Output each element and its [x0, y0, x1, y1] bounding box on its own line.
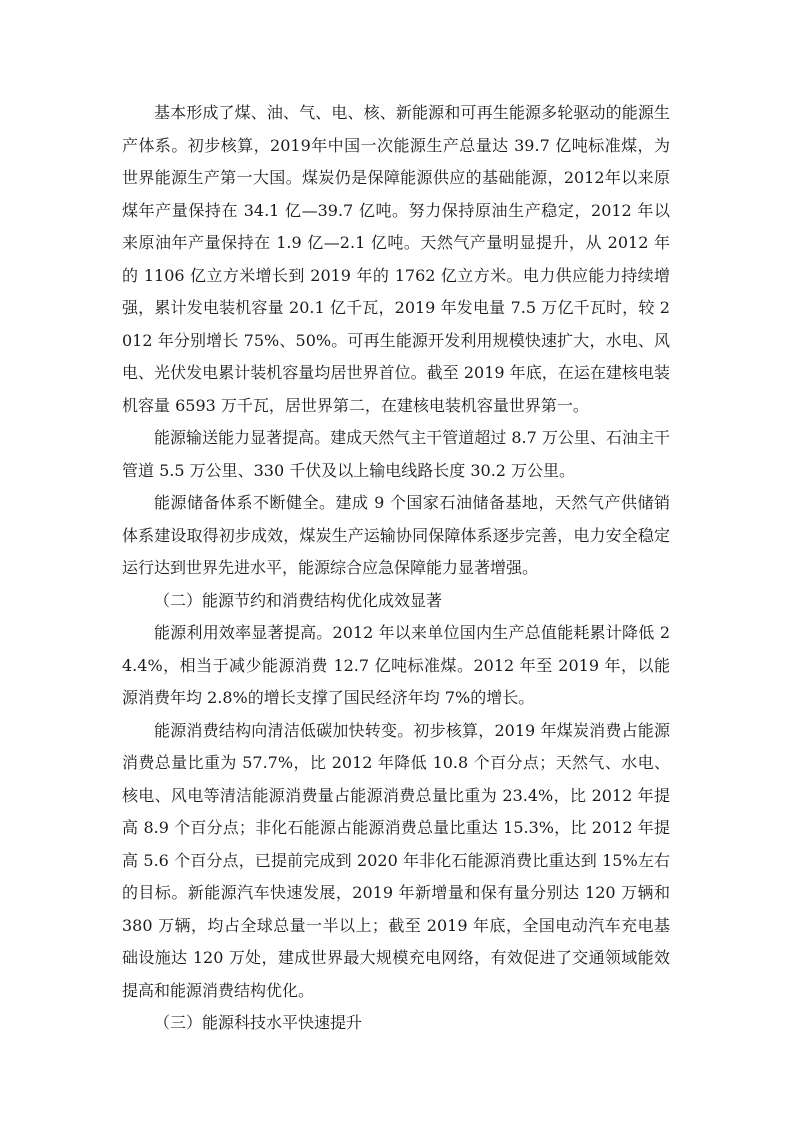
paragraph-energy-production: 基本形成了煤、油、气、电、核、新能源和可再生能源多轮驱动的能源生产体系。初步核算，2019年中国一次能源生产总量达 39.7 亿吨标准煤，为世界能源生产第一大国。煤炭仍是保障能源供应的基础能源，2012年以来原煤年产量保持在 34.1 亿—39.7 亿吨。努力保持原油生产稳定，2012 年以来原油年产量保持在 1.9 亿—2.1 亿吨。天然气产量明显提升，从 2012 年的 1106 亿立方米增长到 2019 年的 1762 亿立方米。电力供应能力持续增强，累计发电装机容量 20.1 亿千瓦，2019 年发电量 7.5 万亿千瓦时，较 2012 年分别增长 75%、50%。可再生能源开发利用规模快速扩大，水电、风电、光伏发电累计装机容量均居世界首位。截至 2019 年底，在运在建核电装机容量 6593 万千瓦，居世界第二，在建核电装机容量世界第一。	[122, 103, 670, 415]
paragraph-energy-reserve: 能源储备体系不断健全。建成 9 个国家石油储备基地，天然气产供储销体系建设取得初步成效，煤炭生产运输协同保障体系逐步完善，电力安全稳定运行达到世界先进水平，能源综合应急保障能力显著增强。	[122, 493, 670, 577]
section-heading-3: （三）能源科技水平快速提升	[154, 1013, 363, 1032]
paragraph-energy-efficiency: 能源利用效率显著提高。2012 年以来单位国内生产总值能耗累计降低 24.4%，相当于减少能源消费 12.7 亿吨标准煤。2012 年至 2019 年，以能源消费年均 2.8%的增长支撑了国民经济年均 7%的增长。	[122, 623, 670, 707]
document-body	[122, 97, 670, 1040]
paragraph-energy-transmission: 能源输送能力显著提高。建成天然气主干管道超过 8.7 万公里、石油主干管道 5.5 万公里、330 千伏及以上输电线路长度 30.2 万公里。	[122, 428, 670, 480]
paragraph-consumption-structure: 能源消费结构向清洁低碳加快转变。初步核算，2019 年煤炭消费占能源消费总量比重为 57.7%，比 2012 年降低 10.8 个百分点；天然气、水电、核电、风电等清洁能源消费量占能源消费总量比重为 23.4%，比 2012 年提高 8.9 个百分点；非化石能源占能源消费总量比重达 15.3%，比 2012 年提高 5.6 个百分点，已提前完成到 2020 年非化石能源消费比重达到 15%左右的目标。新能源汽车快速发展，2019 年新增量和保有量分别达 120 万辆和 380 万辆，均占全球总量一半以上；截至 2019 年底，全国电动汽车充电基础设施达 120 万处，建成世界最大规模充电网络，有效促进了交通领域能效提高和能源消费结构优化。	[122, 720, 670, 1000]
section-heading-2: （二）能源节约和消费结构优化成效显著	[154, 590, 443, 610]
